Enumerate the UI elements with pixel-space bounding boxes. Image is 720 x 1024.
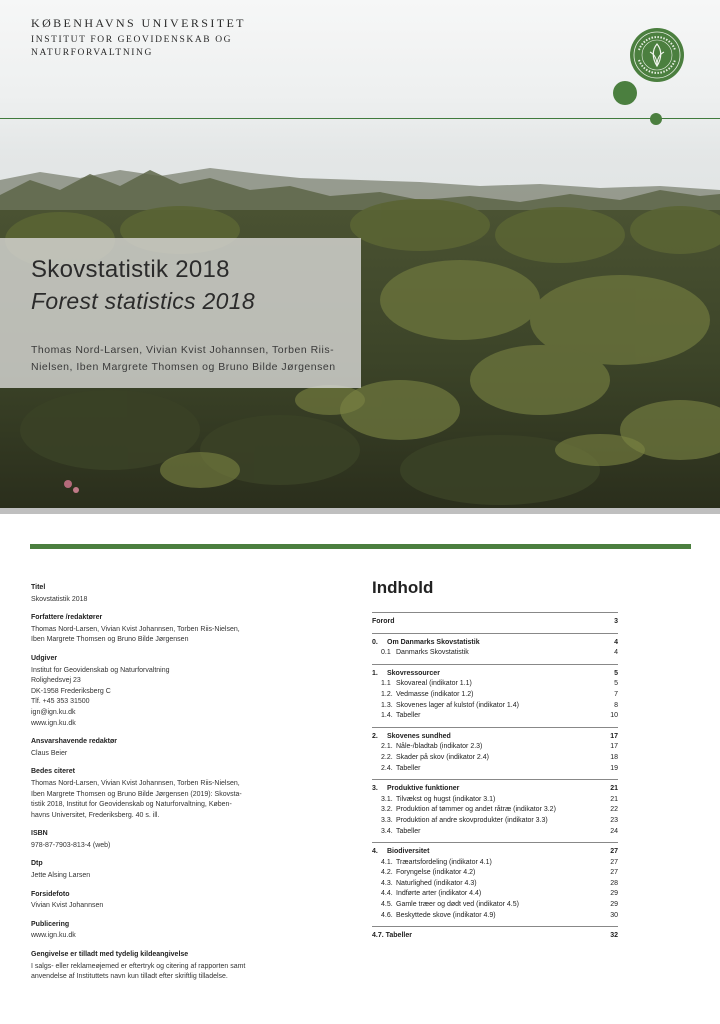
toc-entry-label: Tabeller: [396, 827, 421, 835]
toc-entry[interactable]: [372, 669, 618, 680]
divider-band: [0, 508, 720, 514]
decorative-dot: [613, 81, 637, 105]
toc-subentry[interactable]: [372, 679, 618, 690]
colophon-section: [31, 920, 341, 942]
colophon-heading: Publicering: [31, 920, 70, 928]
toc-entry-label: Indførte arter (indikator 4.4): [396, 890, 482, 898]
colophon-heading: Titel: [31, 584, 46, 591]
toc-entry-page: 21: [610, 785, 618, 793]
toc-entry-page: 8: [614, 701, 618, 709]
institute-name: INSTITUT FOR GEOVIDENSKAB OG NATURFORVALTNING: [31, 35, 233, 58]
toc-entry[interactable]: [372, 617, 618, 628]
toc-entry-page: 32: [610, 932, 618, 940]
toc-entry-page: 19: [610, 764, 618, 772]
toc-entry-page: 18: [610, 753, 618, 761]
colophon-section: [31, 737, 341, 759]
toc-entry-label: Danmarks Skovstatistik: [396, 649, 469, 657]
toc-subentry[interactable]: [372, 868, 618, 879]
toc-subentry[interactable]: [372, 764, 618, 775]
toc-subentry[interactable]: [372, 900, 618, 911]
toc-entry-label: Skovareal (indikator 1.1): [396, 680, 472, 688]
colophon-line: Thomas Nord-Larsen, Vivian Kvist Johannsen, Torben Riis-Nielsen,: [31, 625, 240, 633]
toc-entry-label: Skovressourcer: [387, 669, 440, 677]
toc-entry-label: Naturlighed (indikator 4.3): [396, 879, 477, 887]
colophon-line: ign@ign.ku.dk: [31, 708, 76, 716]
toc-entry-page: 22: [610, 806, 618, 814]
toc-entry-number: 0.: [372, 638, 378, 646]
toc-entry-page: 4: [614, 649, 618, 657]
toc-section: [372, 779, 618, 837]
toc-entry-number: 3.1.: [381, 795, 393, 803]
colophon-heading: Forsidefoto: [31, 890, 70, 898]
toc-entry[interactable]: [372, 638, 618, 649]
toc-entry-number: 3.4.: [381, 827, 393, 835]
toc-section: [372, 727, 618, 774]
toc-entry-label: 4.7. Tabeller: [372, 932, 412, 940]
toc-subentry[interactable]: [372, 805, 618, 816]
toc-entry-page: 5: [614, 680, 618, 688]
colophon-line: Rolighedsvej 23: [31, 677, 81, 685]
toc-subentry[interactable]: [372, 690, 618, 701]
colophon-line: havns Universitet, Frederiksberg. 40 s. ill.: [31, 811, 160, 819]
toc-subentry[interactable]: [372, 795, 618, 806]
toc-entry-label: Produktive funktioner: [387, 785, 460, 793]
toc-entry-page: 30: [610, 911, 618, 919]
colophon-line: Vivian Kvist Johannsen: [31, 902, 104, 910]
toc-entry-page: 4: [614, 638, 618, 646]
university-name: KØBENHAVNS UNIVERSITET: [31, 16, 246, 30]
toc-entry-page: 5: [614, 669, 618, 677]
colophon-line: Claus Beier: [31, 749, 68, 757]
colophon-section: [31, 583, 341, 605]
toc-entry-page: 28: [610, 879, 618, 887]
colophon-line: Jette Alsing Larsen: [31, 872, 91, 880]
toc-entry-label: Skovenes sundhed: [387, 732, 451, 740]
toc-entry-label: Biodiversitet: [387, 848, 430, 856]
toc-entry-label: Tabeller: [396, 764, 421, 772]
toc-entry-label: Gamle træer og dødt ved (indikator 4.5): [396, 901, 519, 909]
toc-subentry[interactable]: [372, 879, 618, 890]
toc-subentry[interactable]: [372, 742, 618, 753]
colophon-line: www.ign.ku.dk: [31, 719, 76, 727]
toc-entry-number: 4.4.: [381, 890, 393, 898]
colophon-section: [31, 654, 341, 729]
toc-entry-label: Produktion af tømmer og andet råtræ (indikator 3.2): [396, 806, 556, 814]
colophon-heading: ISBN: [31, 830, 48, 838]
toc-entry-page: 7: [614, 690, 618, 698]
toc-section: [372, 612, 618, 628]
toc-entry-number: 4.1.: [381, 858, 393, 866]
toc-entry[interactable]: [372, 847, 618, 858]
toc-section: [372, 842, 618, 921]
report-title-danish: Skovstatistik 2018: [31, 256, 230, 283]
toc-entry-label: Vedmasse (indikator 1.2): [396, 690, 474, 698]
header-rule: [0, 118, 720, 119]
colophon-line: Institut for Geovidenskab og Naturforvaltning: [31, 666, 170, 674]
toc-entry-number: 3.3.: [381, 816, 393, 824]
toc-entry-label: Skader på skov (indikator 2.4): [396, 753, 489, 761]
toc-entry-page: 21: [610, 795, 618, 803]
colophon-heading: Bedes citeret: [31, 768, 75, 776]
toc-entry-label: Produktion af andre skovprodukter (indikator 3.3): [396, 816, 548, 824]
toc-entry-label: Beskyttede skove (indikator 4.9): [396, 911, 496, 919]
toc-entry-label: Foryngelse (indikator 4.2): [396, 869, 476, 877]
colophon-line: tistik 2018, Institut for Geovidenskab og Naturforvaltning, Køben-: [31, 801, 232, 809]
toc-entry-label: Tabeller: [396, 712, 421, 720]
toc-entry-page: 23: [610, 816, 618, 824]
colophon-heading: Gengivelse er tilladt med tydelig kildeangivelse: [31, 951, 189, 959]
toc-entry-number: 4.6.: [381, 911, 393, 919]
toc-entry-label: Skovenes lager af kulstof (indikator 1.4): [396, 701, 519, 709]
toc-entry-page: 29: [610, 890, 618, 898]
colophon-line: I salgs- eller reklameøjemed er eftertryk og citering af rapporten samt: [31, 962, 246, 970]
toc-entry-number: 2.4.: [381, 764, 393, 772]
toc-entry-page: 27: [610, 869, 618, 877]
toc-subentry[interactable]: [372, 711, 618, 722]
toc-entry[interactable]: [372, 784, 618, 795]
toc-entry-page: 24: [610, 827, 618, 835]
toc-entry-label: Forord: [372, 618, 395, 625]
colophon-line: 978-87-7903-813-4 (web): [31, 841, 111, 849]
colophon-section: [31, 859, 341, 881]
toc-entry-number: 1.3.: [381, 701, 393, 709]
decorative-dot: [650, 113, 662, 125]
toc-subentry[interactable]: [372, 858, 618, 869]
colophon-line: Iben Margrete Thomsen og Bruno Bilde Jørgensen (2019): Skovsta-: [31, 790, 242, 798]
toc-entry-number: 4.3.: [381, 879, 393, 887]
toc-entry-number: 4.2.: [381, 869, 393, 877]
toc-entry-number: 1.2.: [381, 690, 393, 698]
university-seal-icon: [630, 28, 684, 82]
toc-subentry[interactable]: [372, 753, 618, 764]
colophon-heading: Udgiver: [31, 654, 58, 662]
toc-entry-label: Træartsfordeling (indikator 4.1): [396, 858, 492, 866]
toc-entry-number: 1.: [372, 669, 378, 677]
toc-entry-page: 3: [614, 618, 618, 625]
header: [0, 0, 720, 158]
colophon-section: [31, 767, 341, 821]
toc-subentry[interactable]: [372, 816, 618, 827]
toc-entry-page: 27: [610, 848, 618, 856]
colophon-section: [31, 950, 341, 983]
toc-entry-label: Om Danmarks Skovstatistik: [387, 638, 480, 646]
colophon-section: [31, 890, 341, 912]
toc-title: Indhold: [372, 578, 434, 597]
toc-subentry[interactable]: [372, 648, 618, 659]
colophon: [31, 583, 341, 991]
toc-entry-page: 10: [610, 712, 618, 720]
toc-entry-number: 2.2.: [381, 753, 393, 761]
colophon-line: www.ign.ku.dk: [31, 932, 76, 940]
colophon-line: Thomas Nord-Larsen, Vivian Kvist Johannsen, Torben Riis-Nielsen,: [31, 779, 240, 787]
colophon-line: Tlf. +45 353 31500: [31, 698, 90, 706]
toc-entry-number: 1.4.: [381, 712, 393, 720]
toc-entry-page: 17: [610, 732, 618, 740]
toc-subentry[interactable]: [372, 701, 618, 712]
toc-entry-page: 29: [610, 901, 618, 909]
toc-entry-number: 4.: [372, 848, 378, 856]
toc-entry-number: 1.1: [381, 680, 391, 688]
colophon-heading: Forfattere /redaktører: [31, 614, 103, 622]
toc-entry-number: 4.5.: [381, 901, 393, 909]
colophon-section: [31, 613, 341, 646]
toc-entry[interactable]: [372, 931, 618, 942]
colophon-heading: Dtp: [31, 860, 43, 868]
toc-section: [372, 664, 618, 722]
toc-entry-label: Tilvækst og hugst (indikator 3.1): [396, 795, 496, 803]
toc-section: [372, 926, 618, 942]
green-divider: [30, 544, 691, 549]
toc-section: [372, 633, 618, 659]
toc-entry-label: Nåle-/bladtab (indikator 2.3): [396, 743, 483, 751]
toc-subentry[interactable]: [372, 911, 618, 922]
report-title-english: Forest statistics 2018: [31, 288, 255, 314]
colophon-heading: Ansvarshavende redaktør: [31, 738, 117, 746]
toc-entry-number: 0.1: [381, 649, 391, 657]
toc-entry-number: 2.1.: [381, 743, 393, 751]
colophon-line: DK-1958 Frederiksberg C: [31, 687, 111, 695]
table-of-contents: [372, 578, 618, 947]
toc-entry-page: 17: [610, 743, 618, 751]
authors: Thomas Nord-Larsen, Vivian Kvist Johannsen, Torben Riis-Nielsen, Iben Margrete Thomsen og Bruno Bilde Jørgensen: [31, 344, 336, 373]
toc-entry-number: 3.: [372, 785, 378, 793]
colophon-line: Skovstatistik 2018: [31, 595, 88, 603]
toc-subentry[interactable]: [372, 889, 618, 900]
toc-entry[interactable]: [372, 732, 618, 743]
toc-entry-number: 3.2.: [381, 806, 393, 814]
toc-subentry[interactable]: [372, 827, 618, 838]
colophon-line: anvendelse af Instituttets navn kun tilladt efter skriftlig tilladelse.: [31, 973, 228, 981]
colophon-section: [31, 829, 341, 851]
toc-entry-page: 27: [610, 858, 618, 866]
toc-entry-number: 2.: [372, 732, 378, 740]
colophon-line: Iben Margrete Thomsen og Bruno Bilde Jørgensen: [31, 636, 189, 644]
